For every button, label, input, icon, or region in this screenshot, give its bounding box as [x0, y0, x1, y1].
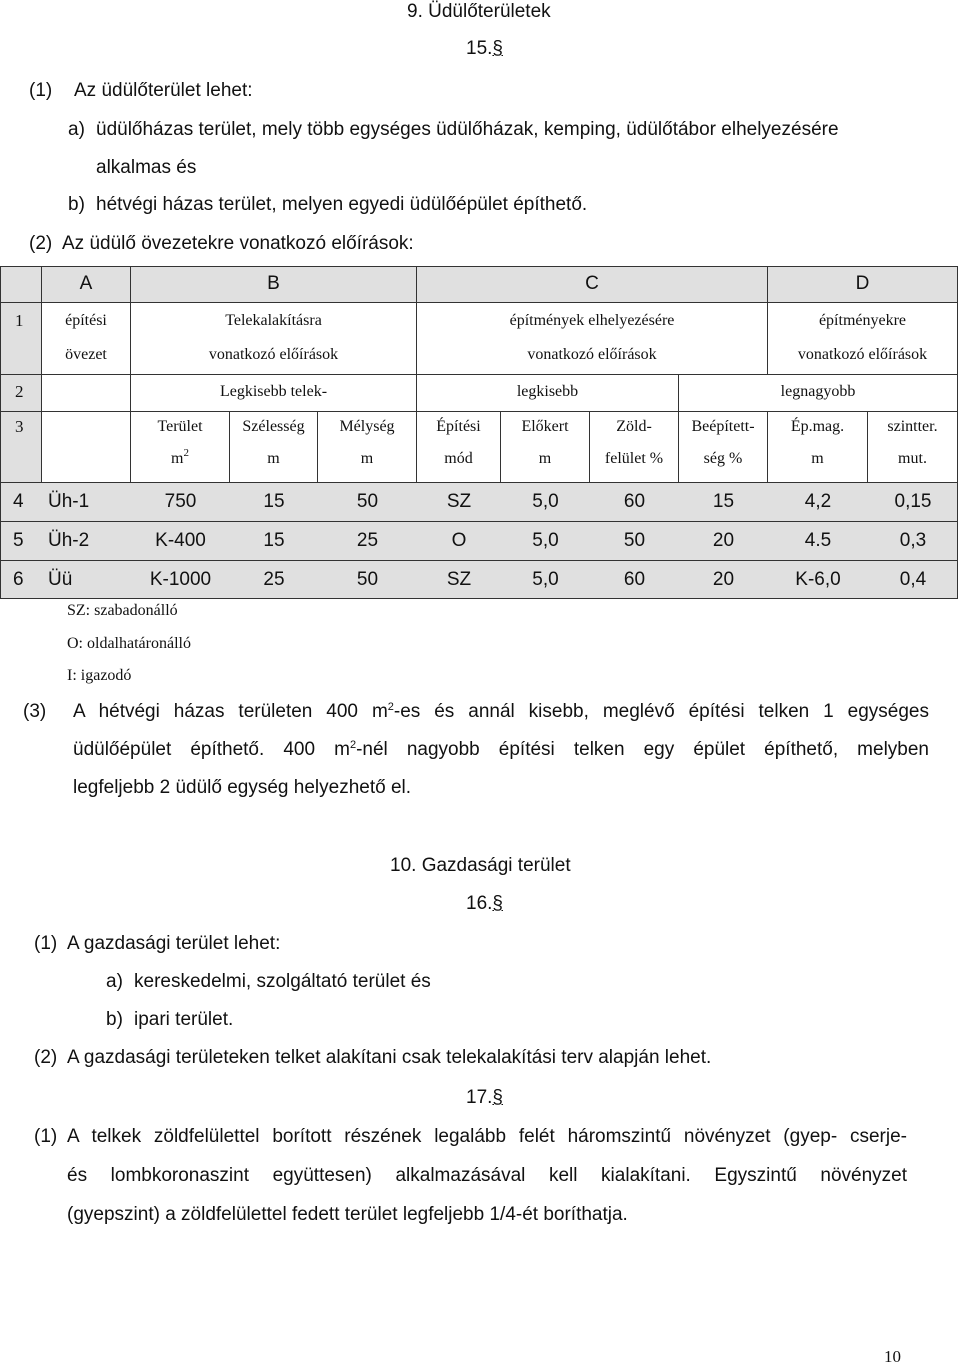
cell-text: építési: [65, 312, 107, 329]
paragraph-number-15: [466, 38, 503, 60]
paragraph-line: [73, 739, 929, 761]
column-header-label: A: [79, 273, 93, 294]
text-run: A hétvégi házas területen 400 m: [73, 701, 388, 722]
paragraph-line: [73, 701, 929, 723]
cell-text: szintter.: [887, 418, 938, 435]
table-cell: 4.5: [804, 530, 832, 551]
cell-text: vonatkozó előírások: [208, 346, 339, 363]
table-cell: 60: [623, 491, 646, 512]
section-sign-icon: §: [492, 38, 503, 59]
zoning-table: [0, 266, 958, 599]
list-item-label: a): [68, 119, 85, 140]
column-header-b: [131, 267, 417, 303]
cell-text: ség %: [703, 450, 743, 467]
paragraph-label: (1): [34, 1126, 58, 1147]
table-cell: O: [451, 530, 467, 551]
table-cell: SZ: [446, 491, 472, 512]
legend-i: I: igazodó: [67, 667, 132, 684]
cell-text: övezet: [65, 346, 107, 363]
paragraph-label: (3): [23, 701, 47, 722]
table-cell: SZ: [446, 569, 472, 590]
cell-text: Terület: [157, 418, 203, 435]
cell-text: Telekalakításra: [225, 312, 322, 329]
zone-code: Üh-1: [48, 491, 90, 512]
row-number-3: [1, 412, 42, 483]
table-cell: 750: [164, 491, 197, 512]
paragraph-line: legfeljebb 2 üdülő egység helyezhető el.: [73, 777, 412, 798]
table-cell: K-6,0: [795, 569, 841, 590]
list-item-label: a): [106, 971, 123, 992]
column-header-label: C: [585, 273, 599, 294]
row3-header-cell: [417, 412, 501, 483]
paragraph-line: A telkek zöldfelülettel borított részének legalább felét háromszintű növényzet (gyep- cserje-: [67, 1126, 907, 1147]
table-cell: 0,15: [894, 491, 932, 512]
cell-text: m: [360, 450, 374, 467]
paragraph-number-text: 16.: [466, 893, 493, 914]
cell-text: felület %: [604, 450, 664, 467]
unit-text: m: [171, 450, 184, 467]
cell-text: Ép.mag.: [790, 418, 845, 435]
row3-header-cell: [679, 412, 768, 483]
table-cell: 20: [712, 569, 735, 590]
row1-zone-cell: [42, 303, 131, 375]
superscript: 2: [387, 701, 394, 713]
row1-plot-rules-cell: [131, 303, 417, 375]
list-item-text-cont: alkalmas és: [96, 157, 197, 178]
cell-text: vonatkozó előírások: [527, 346, 657, 363]
table-cell: 5,0: [532, 569, 559, 590]
row2-min-cell: [417, 375, 679, 412]
cell-text: építmények elhelyezésére: [509, 312, 675, 329]
table-row: [1, 483, 958, 522]
table-corner-cell: [1, 267, 42, 303]
cell-text-unit: [131, 447, 229, 468]
row3-header-cell: [131, 412, 230, 483]
cell-text: m: [538, 450, 552, 467]
paragraph-text: Az üdülő övezetekre vonatkozó előírások:: [62, 233, 414, 254]
row3-empty-cell: [42, 412, 131, 483]
column-header-d: [768, 267, 958, 303]
cell-text: Mélység: [339, 418, 395, 435]
table-cell: 4,2: [804, 491, 832, 512]
paragraph-label: (1): [34, 933, 58, 954]
zone-code: Üh-2: [48, 530, 90, 551]
table-cell: K-400: [155, 530, 206, 551]
paragraph-line: (gyepszint) a zöldfelülettel fedett terület legfeljebb 1/4-ét boríthatja.: [67, 1204, 628, 1225]
list-item-text: ipari terület.: [134, 1009, 234, 1030]
list-item-label: b): [68, 194, 85, 215]
cell-text: Legkisebb telek-: [219, 383, 328, 400]
row-number-text: 5: [13, 530, 24, 551]
paragraph-label: (2): [29, 233, 53, 254]
superscript: 2: [349, 739, 357, 751]
table-row: [1, 561, 958, 599]
column-header-a: [42, 267, 131, 303]
text-run: üdülőépület építhető. 400 m: [73, 739, 350, 760]
page-number: 10: [884, 1347, 901, 1366]
row2-min-plot-cell: [131, 375, 417, 412]
row-number-text: 2: [15, 382, 24, 401]
table-cell: 0,3: [899, 530, 927, 551]
cell-text: vonatkozó előírások: [797, 346, 928, 363]
row2-empty-cell: [42, 375, 131, 412]
list-item-text: hétvégi házas terület, melyen egyedi üdülőépület építhető.: [96, 194, 588, 215]
section-sign-icon: §: [492, 1087, 503, 1108]
paragraph-number-17: [466, 1087, 503, 1109]
table-cell: 50: [356, 491, 379, 512]
table-cell: 15: [263, 491, 285, 512]
cell-text: Előkert: [521, 418, 569, 435]
table-cell: 15: [263, 530, 285, 551]
table-cell: 20: [712, 530, 735, 551]
row3-header-cell: [318, 412, 417, 483]
list-item-text: üdülőházas terület, mely több egységes üdülőházak, kemping, üdülőtábor elhelyezésére: [96, 119, 839, 140]
row3-header-cell: [590, 412, 679, 483]
list-item-text: kereskedelmi, szolgáltató terület és: [134, 971, 431, 992]
cell-text: Beépített-: [691, 418, 755, 435]
row3-header-cell: [501, 412, 590, 483]
paragraph-number-text: 15.: [466, 38, 493, 59]
text-run: -es és annál kisebb, meglévő építési telken 1 egységes: [393, 701, 929, 722]
row-number-text: 4: [13, 491, 24, 512]
row-number-text: 1: [15, 311, 24, 330]
column-header-c: [417, 267, 768, 303]
row2-max-cell: [679, 375, 958, 412]
row-number-text: 3: [15, 417, 24, 436]
legend-o: O: oldalhatáronálló: [67, 635, 191, 652]
paragraph-number-text: 17.: [466, 1087, 493, 1108]
cell-text: legnagyobb: [780, 383, 856, 400]
section-heading-9: 9. Üdülőterületek: [407, 1, 551, 22]
row-number-1: [1, 303, 42, 375]
table-cell: 0,4: [899, 569, 927, 590]
cell-text: m: [811, 450, 824, 467]
table-cell: 25: [356, 530, 379, 551]
zone-code: Üü: [48, 569, 73, 590]
paragraph-line: és lombkoronaszint együttesen) alkalmazásával kell kialakítani. Egyszintű növényzet: [67, 1165, 907, 1186]
legend-sz: SZ: szabadonálló: [67, 602, 178, 619]
row1-building-placement-cell: [417, 303, 768, 375]
section-sign-icon: §: [492, 893, 503, 914]
row3-header-cell: [868, 412, 958, 483]
row-number-text: 6: [13, 569, 24, 590]
paragraph-label: (2): [34, 1047, 58, 1068]
paragraph-number-16: [466, 893, 503, 915]
row-number-2: [1, 375, 42, 412]
paragraph-text: A gazdasági területeken telket alakítani csak telekalakítási terv alapján lehet.: [67, 1047, 712, 1068]
table-cell: 15: [712, 491, 735, 512]
table-row: [1, 522, 958, 561]
table-cell: 50: [623, 530, 646, 551]
table-cell: 25: [263, 569, 285, 590]
list-item-label: b): [106, 1009, 123, 1030]
table-cell: 5,0: [532, 530, 559, 551]
table-cell: 60: [623, 569, 646, 590]
cell-text: építményekre: [818, 312, 907, 329]
paragraph-text: A gazdasági terület lehet:: [67, 933, 281, 954]
section-heading-10: 10. Gazdasági terület: [390, 855, 571, 876]
text-run: -nél nagyobb építési telken egy épület építhető, melyben: [356, 739, 929, 760]
cell-text: mód: [444, 450, 473, 467]
row1-building-rules-cell: [768, 303, 958, 375]
column-header-label: D: [855, 273, 870, 294]
table-cell: K-1000: [149, 569, 212, 590]
cell-text: Építési: [436, 418, 481, 435]
cell-text: m: [267, 450, 280, 467]
cell-text: Zöld-: [616, 418, 652, 435]
cell-text: legkisebb: [516, 383, 579, 400]
column-header-label: B: [267, 273, 280, 294]
unit-superscript: 2: [183, 447, 189, 459]
cell-text: Szélesség: [242, 418, 305, 435]
paragraph-label: (1): [29, 80, 53, 101]
table-cell: 5,0: [532, 491, 559, 512]
row3-header-cell: [230, 412, 318, 483]
table-cell: 50: [356, 569, 379, 590]
paragraph-text: Az üdülőterület lehet:: [74, 80, 253, 101]
row3-header-cell: [768, 412, 868, 483]
cell-text: mut.: [898, 450, 927, 467]
